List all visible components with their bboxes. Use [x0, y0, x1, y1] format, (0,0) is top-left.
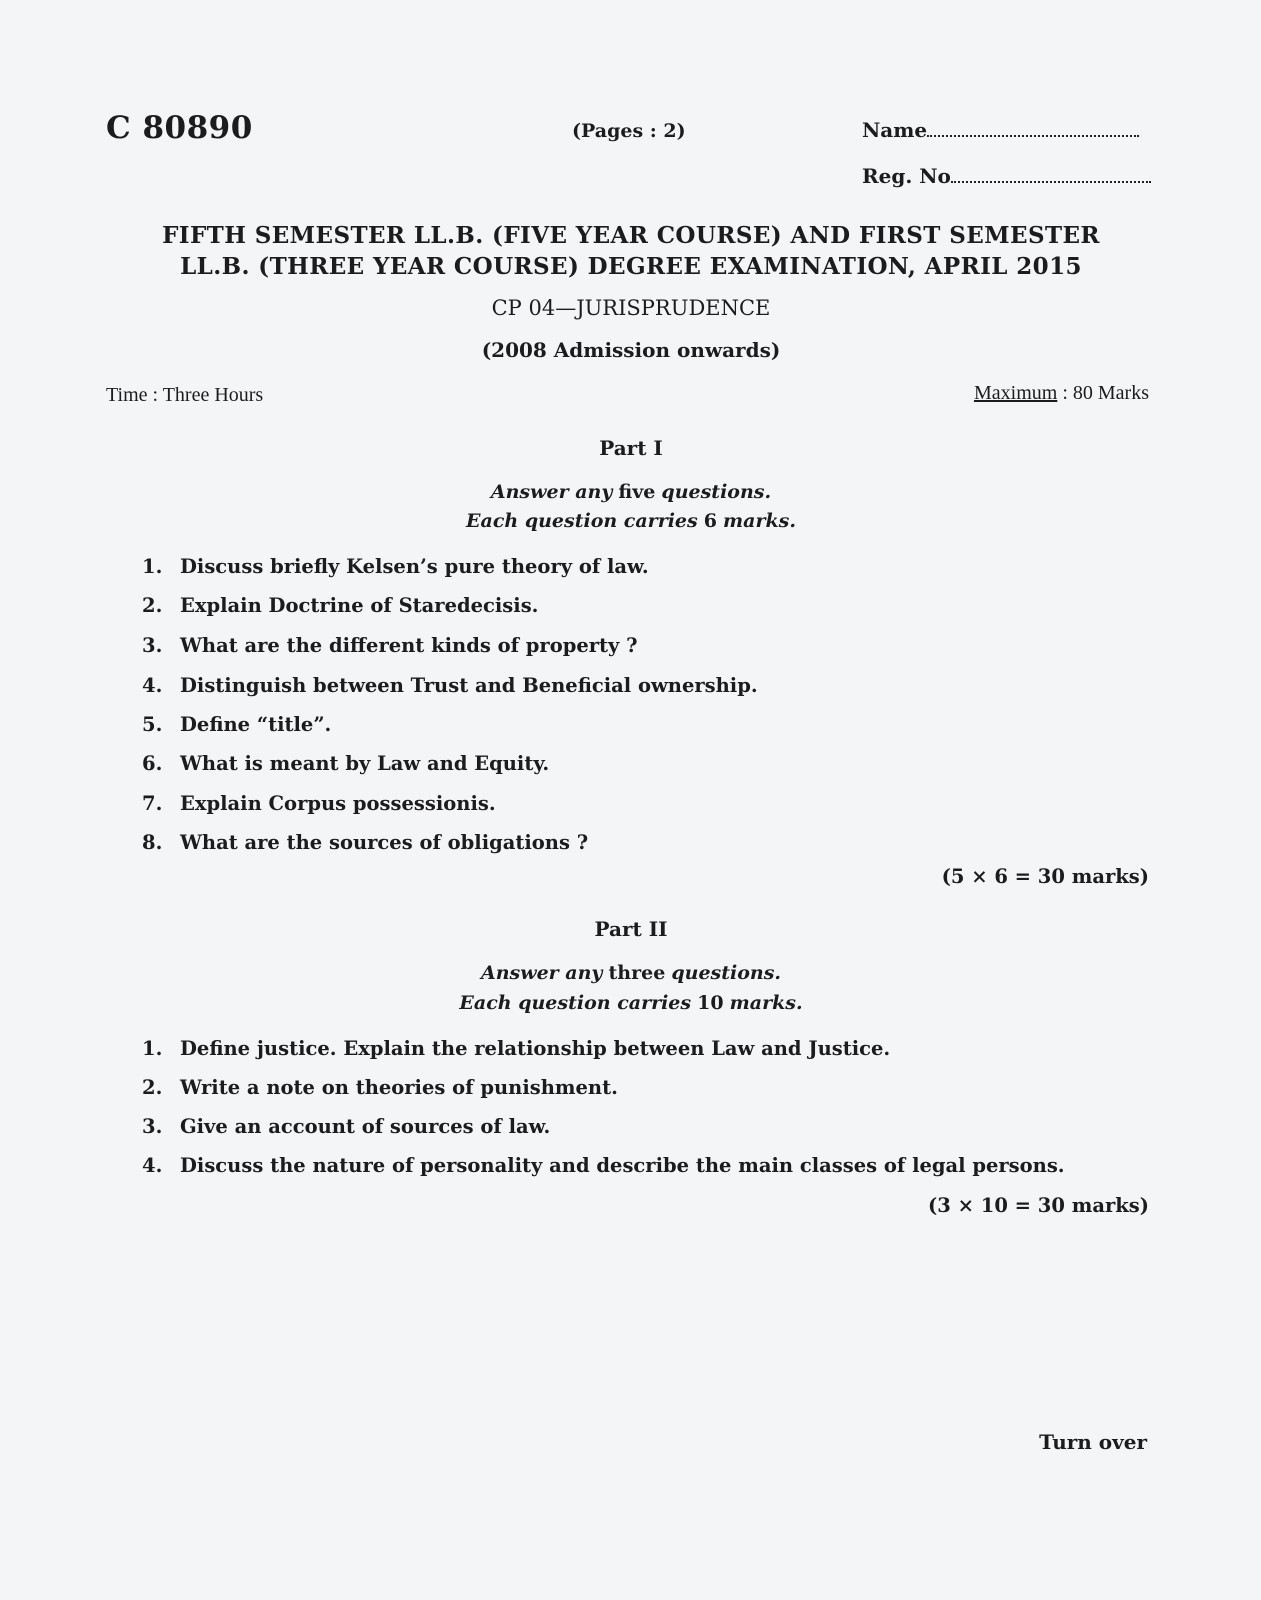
part1-instruction-1: [100, 481, 1162, 503]
part1-heading: Part I: [599, 436, 663, 460]
question-number: 1.: [142, 1037, 163, 1060]
maximum-marks: [974, 382, 1149, 405]
name-blank: [927, 119, 1139, 137]
exam-title-line1: FIFTH SEMESTER LL.B. (FIVE YEAR COURSE) AND FIRST SEMESTER: [162, 222, 1100, 249]
page-count: (Pages : 2): [572, 120, 686, 142]
exam-title-line2: LL.B. (THREE YEAR COURSE) DEGREE EXAMINATION, APRIL 2015: [180, 253, 1082, 280]
question-text: Define “title”.: [180, 713, 332, 736]
part1-question: [142, 555, 649, 578]
question-text: What are the different kinds of property ?: [180, 634, 638, 657]
part2-marks: (3 × 10 = 30 marks): [928, 1194, 1149, 1217]
part1-instr2-c: marks.: [723, 510, 796, 532]
question-number: 6.: [142, 752, 163, 775]
question-text: Explain Doctrine of Staredecisis.: [180, 594, 539, 617]
part2-instruction-2: [100, 992, 1162, 1014]
question-number: 7.: [142, 792, 163, 815]
maximum-label: Maximum: [973, 382, 1058, 404]
question-number: 2.: [142, 1076, 163, 1099]
question-text: What is meant by Law and Equity.: [180, 752, 550, 775]
part1-question: [142, 831, 588, 854]
question-number: 8.: [142, 831, 163, 854]
part1-question: [142, 752, 549, 775]
part1-instr1-c: questions.: [661, 481, 772, 503]
maximum-value: : 80 Marks: [1062, 382, 1149, 404]
part2-instr1-a: Answer any: [480, 962, 603, 984]
question-number: 3.: [142, 1115, 163, 1138]
time-allowed: Time : Three Hours: [106, 384, 264, 406]
question-number: 1.: [142, 555, 163, 578]
reg-no-label: Reg. No: [862, 164, 951, 188]
question-text: Discuss the nature of personality and describe the main classes of legal persons.: [180, 1154, 1065, 1177]
part2-instr2-a: Each question carries: [459, 992, 692, 1014]
part1-instr1-b: five: [618, 481, 656, 503]
part2-instr2-b: 10: [697, 992, 724, 1014]
part1-marks: (5 × 6 = 30 marks): [941, 865, 1149, 888]
question-number: 5.: [142, 713, 163, 736]
turn-over-note: Turn over: [1039, 1430, 1147, 1454]
question-text: Write a note on theories of punishment.: [180, 1076, 618, 1099]
part1-question: [142, 674, 758, 697]
part1-question: [142, 713, 331, 736]
part2-question: [142, 1037, 890, 1060]
admission-note: (2008 Admission onwards): [481, 338, 781, 362]
part2-heading: Part II: [594, 917, 668, 941]
question-text: Distinguish between Trust and Beneficial ownership.: [180, 674, 758, 697]
reg-no-blank: [951, 165, 1151, 183]
reg-no-field: [862, 164, 1151, 188]
part1-question: [142, 594, 538, 617]
name-label: Name: [862, 118, 928, 142]
part1-question: [142, 792, 496, 815]
part1-question: [142, 634, 638, 657]
subject-title: CP 04—JURISPRUDENCE: [491, 296, 771, 320]
part2-instruction-1: [100, 962, 1162, 984]
part1-instruction-2: [100, 510, 1162, 532]
question-number: 2.: [142, 594, 163, 617]
part2-question: [142, 1076, 618, 1099]
question-text: What are the sources of obligations ?: [180, 831, 589, 854]
paper-code: C 80890: [106, 110, 253, 146]
part2-instr1-b: three: [608, 962, 666, 984]
question-text: Discuss briefly Kelsen’s pure theory of law.: [180, 555, 649, 578]
part2-instr2-c: marks.: [729, 992, 803, 1014]
part2-instr1-c: questions.: [671, 962, 782, 984]
part2-question: [142, 1115, 550, 1138]
part2-question: [142, 1154, 1065, 1177]
question-number: 4.: [142, 674, 163, 697]
question-text: Give an account of sources of law.: [180, 1115, 551, 1138]
part1-instr2-b: 6: [703, 510, 717, 532]
name-field: [862, 118, 1139, 142]
part1-instr1-a: Answer any: [490, 481, 613, 503]
question-text: Define justice. Explain the relationship between Law and Justice.: [180, 1037, 891, 1060]
question-text: Explain Corpus possessionis.: [180, 792, 496, 815]
part1-instr2-a: Each question carries: [466, 510, 698, 532]
question-number: 3.: [142, 634, 163, 657]
question-number: 4.: [142, 1154, 163, 1177]
